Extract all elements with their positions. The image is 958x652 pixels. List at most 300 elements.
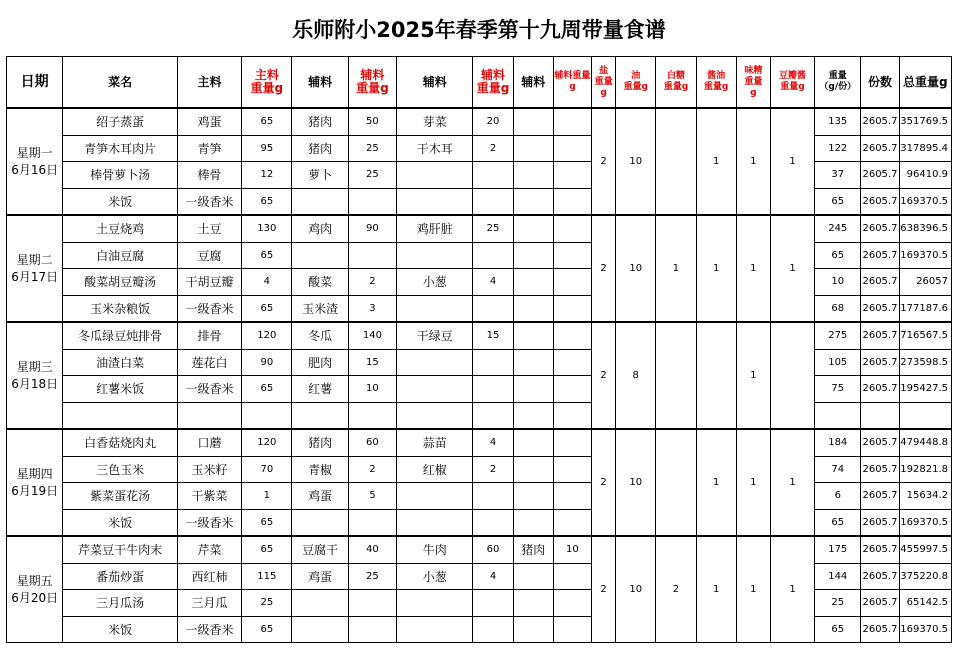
- header-sugar: 白糖 重量g: [656, 57, 696, 109]
- total-cell: 375220.8: [899, 563, 951, 590]
- aux3-weight-cell: [553, 590, 591, 617]
- total-cell: 169370.5: [899, 242, 951, 269]
- aux3-cell: [513, 590, 553, 617]
- aux3-cell: [513, 322, 553, 349]
- sugar-cell: [656, 322, 696, 429]
- header-servings: 份数: [861, 57, 899, 109]
- aux2-weight-cell: [473, 349, 513, 376]
- msg-cell: 1: [736, 108, 770, 215]
- header-aux2: 辅料: [397, 57, 473, 109]
- servings-cell: 2605.7: [861, 322, 899, 349]
- dish-cell: 绍子蒸蛋: [63, 108, 178, 135]
- bean-paste-cell: 1: [770, 108, 814, 215]
- portion-cell: 245: [815, 215, 861, 242]
- aux2-cell: [397, 188, 473, 215]
- total-cell: 273598.5: [899, 349, 951, 376]
- aux2-weight-cell: 60: [473, 536, 513, 563]
- salt-cell: 2: [592, 108, 616, 215]
- aux2-cell: [397, 590, 473, 617]
- total-cell: 192821.8: [899, 456, 951, 483]
- aux1-weight-cell: [348, 616, 396, 643]
- aux2-weight-cell: 4: [473, 269, 513, 296]
- aux1-cell: 鸡肉: [292, 215, 348, 242]
- portion-cell: 144: [815, 563, 861, 590]
- salt-cell: 2: [592, 322, 616, 429]
- aux3-weight-cell: [553, 429, 591, 456]
- servings-cell: 2605.7: [861, 590, 899, 617]
- total-cell: 351769.5: [899, 108, 951, 135]
- portion-cell: 10: [815, 269, 861, 296]
- servings-cell: 2605.7: [861, 616, 899, 643]
- servings-cell: 2605.7: [861, 456, 899, 483]
- dish-cell: [63, 402, 178, 429]
- dish-cell: 冬瓜绿豆炖排骨: [63, 322, 178, 349]
- aux1-weight-cell: 25: [348, 162, 396, 189]
- main-weight-cell: 120: [242, 429, 292, 456]
- aux2-weight-cell: [473, 376, 513, 403]
- header-date: 日期: [7, 57, 63, 109]
- msg-cell: 1: [736, 322, 770, 429]
- weekday-label: 星期三: [16, 359, 53, 374]
- aux2-cell: 芽菜: [397, 108, 473, 135]
- total-cell: 169370.5: [899, 616, 951, 643]
- msg-cell: 1: [736, 429, 770, 536]
- weekday-label: 星期一: [16, 145, 53, 160]
- portion-cell: [815, 402, 861, 429]
- servings-cell: 2605.7: [861, 162, 899, 189]
- main-weight-cell: 65: [242, 616, 292, 643]
- table-row: [7, 536, 952, 563]
- portion-cell: 65: [815, 188, 861, 215]
- servings-cell: 2605.7: [861, 215, 899, 242]
- page-title: 乐师附小2025年春季第十九周带量食谱: [292, 18, 666, 42]
- main-ingredient-cell: 干紫菜: [177, 483, 241, 510]
- total-cell: 169370.5: [899, 188, 951, 215]
- header-aux3-weight: 辅料重量g: [553, 57, 591, 109]
- aux3-weight-cell: [553, 402, 591, 429]
- main-ingredient-cell: 豆腐: [177, 242, 241, 269]
- servings-cell: [861, 402, 899, 429]
- main-weight-cell: 65: [242, 376, 292, 403]
- msg-cell: 1: [736, 215, 770, 322]
- aux1-weight-cell: [348, 188, 396, 215]
- bean-paste-cell: 1: [770, 536, 814, 643]
- header-salt: 盐 重量 g: [592, 57, 616, 109]
- aux1-cell: [292, 590, 348, 617]
- aux3-weight-cell: [553, 349, 591, 376]
- portion-cell: 105: [815, 349, 861, 376]
- main-ingredient-cell: 土豆: [177, 215, 241, 242]
- dish-cell: 红薯米饭: [63, 376, 178, 403]
- aux1-cell: [292, 188, 348, 215]
- aux3-cell: [513, 483, 553, 510]
- portion-cell: 175: [815, 536, 861, 563]
- aux2-weight-cell: 20: [473, 108, 513, 135]
- servings-cell: 2605.7: [861, 376, 899, 403]
- aux1-weight-cell: 5: [348, 483, 396, 510]
- total-cell: 317895.4: [899, 135, 951, 162]
- aux2-cell: [397, 483, 473, 510]
- weekday-label: 星期五: [16, 573, 53, 588]
- aux1-cell: 豆腐干: [292, 536, 348, 563]
- soy-cell: 1: [696, 429, 736, 536]
- aux1-weight-cell: 25: [348, 135, 396, 162]
- aux3-cell: [513, 349, 553, 376]
- oil-cell: 10: [616, 536, 656, 643]
- date-label: 6月19日: [11, 483, 59, 498]
- msg-cell: 1: [736, 536, 770, 643]
- header-aux1-weight: 辅料 重量g: [348, 57, 396, 109]
- day-cell: [7, 322, 63, 429]
- soy-cell: 1: [696, 108, 736, 215]
- dish-cell: 土豆烧鸡: [63, 215, 178, 242]
- total-cell: 96410.9: [899, 162, 951, 189]
- aux1-weight-cell: 60: [348, 429, 396, 456]
- soy-cell: 1: [696, 215, 736, 322]
- aux1-cell: 酸菜: [292, 269, 348, 296]
- main-weight-cell: 65: [242, 295, 292, 322]
- aux1-cell: 玉米渣: [292, 295, 348, 322]
- total-cell: 716567.5: [899, 322, 951, 349]
- servings-cell: 2605.7: [861, 483, 899, 510]
- main-weight-cell: 120: [242, 322, 292, 349]
- total-cell: 195427.5: [899, 376, 951, 403]
- aux1-cell: 猪肉: [292, 108, 348, 135]
- oil-cell: 8: [616, 322, 656, 429]
- aux3-weight-cell: [553, 269, 591, 296]
- aux2-weight-cell: [473, 295, 513, 322]
- servings-cell: 2605.7: [861, 349, 899, 376]
- portion-cell: 184: [815, 429, 861, 456]
- date-label: 6月18日: [11, 376, 59, 391]
- total-cell: 65142.5: [899, 590, 951, 617]
- main-weight-cell: 4: [242, 269, 292, 296]
- aux3-weight-cell: [553, 295, 591, 322]
- aux2-cell: 小葱: [397, 563, 473, 590]
- header-main: 主料: [177, 57, 241, 109]
- servings-cell: 2605.7: [861, 563, 899, 590]
- aux1-cell: 鸡蛋: [292, 483, 348, 510]
- total-cell: 177187.6: [899, 295, 951, 322]
- aux3-weight-cell: [553, 456, 591, 483]
- aux1-cell: 肥肉: [292, 349, 348, 376]
- main-ingredient-cell: 芹菜: [177, 536, 241, 563]
- main-ingredient-cell: 干胡豆瓣: [177, 269, 241, 296]
- sugar-cell: [656, 429, 696, 536]
- portion-cell: 122: [815, 135, 861, 162]
- aux3-cell: 猪肉: [513, 536, 553, 563]
- aux3-cell: [513, 215, 553, 242]
- main-weight-cell: 65: [242, 242, 292, 269]
- aux3-cell: [513, 456, 553, 483]
- aux2-cell: [397, 509, 473, 536]
- header-portion: 重量 （g/份）: [815, 57, 861, 109]
- salt-cell: 2: [592, 536, 616, 643]
- oil-cell: 10: [616, 429, 656, 536]
- aux1-weight-cell: 10: [348, 376, 396, 403]
- aux3-cell: [513, 563, 553, 590]
- aux2-cell: [397, 616, 473, 643]
- main-weight-cell: [242, 402, 292, 429]
- day-cell: [7, 536, 63, 643]
- aux1-cell: 猪肉: [292, 135, 348, 162]
- header-bean-paste: 豆瓣酱 重量g: [770, 57, 814, 109]
- aux2-weight-cell: 2: [473, 456, 513, 483]
- dish-cell: 番茄炒蛋: [63, 563, 178, 590]
- header-oil: 油 重量g: [616, 57, 656, 109]
- aux2-weight-cell: 4: [473, 563, 513, 590]
- dish-cell: 玉米杂粮饭: [63, 295, 178, 322]
- aux1-cell: [292, 616, 348, 643]
- dish-cell: 米饭: [63, 188, 178, 215]
- dish-cell: 白香菇烧肉丸: [63, 429, 178, 456]
- main-weight-cell: 90: [242, 349, 292, 376]
- dish-cell: 米饭: [63, 616, 178, 643]
- aux2-weight-cell: [473, 242, 513, 269]
- weekday-label: 星期二: [16, 252, 53, 267]
- dish-cell: 青笋木耳肉片: [63, 135, 178, 162]
- aux2-weight-cell: 25: [473, 215, 513, 242]
- aux2-cell: 鸡肝脏: [397, 215, 473, 242]
- aux3-weight-cell: [553, 135, 591, 162]
- portion-cell: 65: [815, 242, 861, 269]
- main-weight-cell: 25: [242, 590, 292, 617]
- main-ingredient-cell: 莲花白: [177, 349, 241, 376]
- header-aux3: 辅料: [513, 57, 553, 109]
- main-weight-cell: 95: [242, 135, 292, 162]
- sugar-cell: 2: [656, 536, 696, 643]
- main-ingredient-cell: 排骨: [177, 322, 241, 349]
- total-cell: [899, 402, 951, 429]
- menu-body: [7, 108, 952, 643]
- day-cell: [7, 429, 63, 536]
- dish-cell: 油渣白菜: [63, 349, 178, 376]
- table-row: [7, 108, 952, 135]
- aux1-weight-cell: 3: [348, 295, 396, 322]
- aux1-cell: 红薯: [292, 376, 348, 403]
- aux2-weight-cell: [473, 162, 513, 189]
- aux3-weight-cell: [553, 509, 591, 536]
- main-ingredient-cell: 棒骨: [177, 162, 241, 189]
- aux1-weight-cell: [348, 402, 396, 429]
- total-cell: 479448.8: [899, 429, 951, 456]
- aux2-cell: [397, 376, 473, 403]
- aux2-weight-cell: 2: [473, 135, 513, 162]
- sugar-cell: [656, 108, 696, 215]
- aux3-cell: [513, 135, 553, 162]
- servings-cell: 2605.7: [861, 429, 899, 456]
- aux3-weight-cell: 10: [553, 536, 591, 563]
- aux1-cell: 猪肉: [292, 429, 348, 456]
- aux1-weight-cell: 25: [348, 563, 396, 590]
- portion-cell: 37: [815, 162, 861, 189]
- main-weight-cell: 12: [242, 162, 292, 189]
- portion-cell: 65: [815, 616, 861, 643]
- aux2-weight-cell: [473, 590, 513, 617]
- dish-cell: 紫菜蛋花汤: [63, 483, 178, 510]
- total-cell: 15634.2: [899, 483, 951, 510]
- aux1-cell: [292, 242, 348, 269]
- aux3-cell: [513, 162, 553, 189]
- total-cell: 26057: [899, 269, 951, 296]
- aux2-weight-cell: [473, 483, 513, 510]
- main-ingredient-cell: 一级香米: [177, 509, 241, 536]
- main-ingredient-cell: 玉米籽: [177, 456, 241, 483]
- aux2-cell: 干木耳: [397, 135, 473, 162]
- main-ingredient-cell: 一级香米: [177, 188, 241, 215]
- soy-cell: [696, 322, 736, 429]
- table-row: [7, 215, 952, 242]
- main-weight-cell: 65: [242, 108, 292, 135]
- main-ingredient-cell: 口蘑: [177, 429, 241, 456]
- aux1-weight-cell: [348, 590, 396, 617]
- weekly-menu-table: [6, 56, 952, 643]
- main-weight-cell: 65: [242, 188, 292, 215]
- bean-paste-cell: 1: [770, 215, 814, 322]
- salt-cell: 2: [592, 429, 616, 536]
- day-cell: [7, 108, 63, 215]
- aux3-cell: [513, 242, 553, 269]
- header-soy: 酱油 重量g: [696, 57, 736, 109]
- dish-cell: 棒骨萝卜汤: [63, 162, 178, 189]
- aux2-cell: [397, 295, 473, 322]
- aux3-weight-cell: [553, 242, 591, 269]
- aux3-cell: [513, 376, 553, 403]
- aux2-cell: 红椒: [397, 456, 473, 483]
- aux2-cell: [397, 162, 473, 189]
- main-ingredient-cell: 鸡蛋: [177, 108, 241, 135]
- aux3-cell: [513, 108, 553, 135]
- bean-paste-cell: 1: [770, 429, 814, 536]
- aux2-cell: 干绿豆: [397, 322, 473, 349]
- aux3-weight-cell: [553, 563, 591, 590]
- aux3-weight-cell: [553, 215, 591, 242]
- aux1-cell: [292, 402, 348, 429]
- aux1-cell: 萝卜: [292, 162, 348, 189]
- dish-cell: 米饭: [63, 509, 178, 536]
- total-cell: 455997.5: [899, 536, 951, 563]
- servings-cell: 2605.7: [861, 295, 899, 322]
- aux3-cell: [513, 429, 553, 456]
- main-weight-cell: 115: [242, 563, 292, 590]
- servings-cell: 2605.7: [861, 135, 899, 162]
- portion-cell: 25: [815, 590, 861, 617]
- dish-cell: 三色玉米: [63, 456, 178, 483]
- aux1-weight-cell: 15: [348, 349, 396, 376]
- aux1-weight-cell: 2: [348, 269, 396, 296]
- aux2-cell: [397, 349, 473, 376]
- main-ingredient-cell: 西红柿: [177, 563, 241, 590]
- header-aux2-weight: 辅料 重量g: [473, 57, 513, 109]
- main-weight-cell: 65: [242, 509, 292, 536]
- aux3-cell: [513, 188, 553, 215]
- portion-cell: 75: [815, 376, 861, 403]
- aux2-weight-cell: [473, 188, 513, 215]
- servings-cell: 2605.7: [861, 269, 899, 296]
- salt-cell: 2: [592, 215, 616, 322]
- aux1-weight-cell: 2: [348, 456, 396, 483]
- servings-cell: 2605.7: [861, 108, 899, 135]
- aux2-cell: 牛肉: [397, 536, 473, 563]
- header-dish: 菜名: [63, 57, 178, 109]
- oil-cell: 10: [616, 108, 656, 215]
- aux3-weight-cell: [553, 108, 591, 135]
- bean-paste-cell: [770, 322, 814, 429]
- main-ingredient-cell: 一级香米: [177, 295, 241, 322]
- aux1-weight-cell: 50: [348, 108, 396, 135]
- portion-cell: 6: [815, 483, 861, 510]
- sugar-cell: 1: [656, 215, 696, 322]
- main-ingredient-cell: 一级香米: [177, 376, 241, 403]
- aux2-cell: 小葱: [397, 269, 473, 296]
- header-main-weight: 主料 重量g: [242, 57, 292, 109]
- aux2-cell: 蒜苗: [397, 429, 473, 456]
- aux3-cell: [513, 402, 553, 429]
- aux1-weight-cell: 40: [348, 536, 396, 563]
- header-msg: 味精 重量 g: [736, 57, 770, 109]
- total-cell: 169370.5: [899, 509, 951, 536]
- main-weight-cell: 70: [242, 456, 292, 483]
- portion-cell: 74: [815, 456, 861, 483]
- aux1-cell: [292, 509, 348, 536]
- aux2-cell: [397, 402, 473, 429]
- portion-cell: 275: [815, 322, 861, 349]
- aux3-cell: [513, 509, 553, 536]
- dish-cell: 白油豆腐: [63, 242, 178, 269]
- main-weight-cell: 65: [242, 536, 292, 563]
- oil-cell: 10: [616, 215, 656, 322]
- header-total: 总重量g: [899, 57, 951, 109]
- servings-cell: 2605.7: [861, 188, 899, 215]
- aux1-cell: 鸡蛋: [292, 563, 348, 590]
- aux3-weight-cell: [553, 483, 591, 510]
- aux2-weight-cell: [473, 402, 513, 429]
- weekday-label: 星期四: [16, 466, 53, 481]
- main-ingredient-cell: [177, 402, 241, 429]
- aux2-weight-cell: 15: [473, 322, 513, 349]
- day-cell: [7, 215, 63, 322]
- main-weight-cell: 1: [242, 483, 292, 510]
- aux3-cell: [513, 295, 553, 322]
- aux3-weight-cell: [553, 322, 591, 349]
- table-row: [7, 429, 952, 456]
- main-ingredient-cell: 一级香米: [177, 616, 241, 643]
- portion-cell: 65: [815, 509, 861, 536]
- aux1-cell: 冬瓜: [292, 322, 348, 349]
- aux3-cell: [513, 269, 553, 296]
- aux1-weight-cell: 140: [348, 322, 396, 349]
- table-row: [7, 322, 952, 349]
- main-ingredient-cell: 青笋: [177, 135, 241, 162]
- aux3-weight-cell: [553, 188, 591, 215]
- aux1-weight-cell: [348, 509, 396, 536]
- dish-cell: 三月瓜汤: [63, 590, 178, 617]
- aux2-weight-cell: 4: [473, 429, 513, 456]
- aux3-weight-cell: [553, 616, 591, 643]
- aux1-weight-cell: [348, 242, 396, 269]
- main-ingredient-cell: 三月瓜: [177, 590, 241, 617]
- aux2-cell: [397, 242, 473, 269]
- header-aux1: 辅料: [292, 57, 348, 109]
- dish-cell: 酸菜胡豆瓣汤: [63, 269, 178, 296]
- aux3-weight-cell: [553, 162, 591, 189]
- aux3-cell: [513, 616, 553, 643]
- servings-cell: 2605.7: [861, 509, 899, 536]
- dish-cell: 芹菜豆干牛肉末: [63, 536, 178, 563]
- portion-cell: 135: [815, 108, 861, 135]
- aux2-weight-cell: [473, 616, 513, 643]
- date-label: 6月17日: [11, 269, 59, 284]
